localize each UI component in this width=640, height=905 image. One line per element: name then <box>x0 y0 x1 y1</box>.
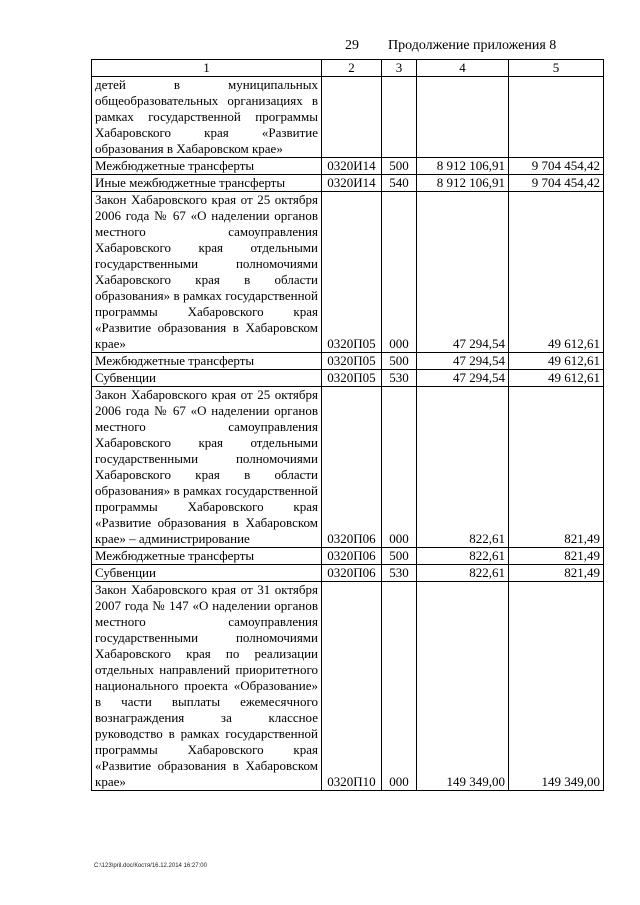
name-cell: Межбюджетные трансферты <box>92 158 322 175</box>
file-path-footer: C:\123\pril.doc/Костя/16.12.2014 16:27:00 <box>94 863 207 869</box>
amount-2014-cell: 149 349,00 <box>417 582 509 791</box>
vr-cell <box>382 77 417 158</box>
name-cell: Закон Хабаровского края от 25 октября 2006 года № 67 «О наделении органов местного самоуправления Хабаровского края отдельными государственными полномочиями Хабаровского края в области образования» в рамках государственной программы Хабаровского края «Развитие образования в Хабаровском крае» – администрирование <box>92 387 322 548</box>
budget-table <box>91 59 604 791</box>
name-cell: Субвенции <box>92 370 322 387</box>
table-row <box>92 548 604 565</box>
code-cell: 0320И14 <box>322 175 382 192</box>
amount-2015-cell: 9 704 454,42 <box>509 175 604 192</box>
amount-2015-cell: 49 612,61 <box>509 353 604 370</box>
table-header-row <box>92 60 604 77</box>
amount-2014-cell: 47 294,54 <box>417 353 509 370</box>
name-cell: Межбюджетные трансферты <box>92 353 322 370</box>
name-cell: детей в муниципальных общеобразовательных организациях в рамках государственной программы Хабаровского края «Развитие образования в Хабаровском крае» <box>92 77 322 158</box>
vr-cell: 500 <box>382 548 417 565</box>
table-row <box>92 353 604 370</box>
col-header-4: 4 <box>417 60 509 77</box>
code-cell: 0320П05 <box>322 370 382 387</box>
vr-cell: 000 <box>382 582 417 791</box>
table-row <box>92 158 604 175</box>
code-cell: 0320И14 <box>322 158 382 175</box>
amount-2015-cell: 49 612,61 <box>509 192 604 353</box>
vr-cell: 500 <box>382 353 417 370</box>
amount-2014-cell: 47 294,54 <box>417 192 509 353</box>
name-cell: Межбюджетные трансферты <box>92 548 322 565</box>
vr-cell: 530 <box>382 370 417 387</box>
amount-2014-cell: 8 912 106,91 <box>417 175 509 192</box>
code-cell: 0320П06 <box>322 565 382 582</box>
page-number: 29 <box>345 38 359 53</box>
amount-2015-cell <box>509 77 604 158</box>
name-cell: Закон Хабаровского края от 31 октября 2007 года № 147 «О наделении органов местного самоуправления государственными полномочиями Хабаровского края по реализации отдельных направлений приоритетного национального проекта «Образование» в части выплаты ежемесячного вознаграждения за классное руководство в рамках государственной программы Хабаровского края «Развитие образования в Хабаровском крае» <box>92 582 322 791</box>
code-cell: 0320П06 <box>322 548 382 565</box>
vr-cell: 000 <box>382 192 417 353</box>
table-row <box>92 192 604 353</box>
code-cell: 0320П05 <box>322 192 382 353</box>
table-row <box>92 370 604 387</box>
table-row <box>92 565 604 582</box>
code-cell <box>322 77 382 158</box>
table-row <box>92 175 604 192</box>
table-row <box>92 582 604 791</box>
amount-2014-cell: 822,61 <box>417 565 509 582</box>
amount-2014-cell: 8 912 106,91 <box>417 158 509 175</box>
vr-cell: 530 <box>382 565 417 582</box>
vr-cell: 500 <box>382 158 417 175</box>
amount-2014-cell: 822,61 <box>417 387 509 548</box>
code-cell: 0320П06 <box>322 387 382 548</box>
amount-2014-cell: 47 294,54 <box>417 370 509 387</box>
name-cell: Иные межбюджетные трансферты <box>92 175 322 192</box>
name-cell: Закон Хабаровского края от 25 октября 2006 года № 67 «О наделении органов местного самоуправления Хабаровского края отдельными государственными полномочиями Хабаровского края в области образования» в рамках государственной программы Хабаровского края «Развитие образования в Хабаровском крае» <box>92 192 322 353</box>
amount-2015-cell: 149 349,00 <box>509 582 604 791</box>
code-cell: 0320П10 <box>322 582 382 791</box>
col-header-3: 3 <box>382 60 417 77</box>
amount-2015-cell: 821,49 <box>509 548 604 565</box>
table-row <box>92 77 604 158</box>
table-row <box>92 387 604 548</box>
amount-2015-cell: 9 704 454,42 <box>509 158 604 175</box>
vr-cell: 000 <box>382 387 417 548</box>
continuation-title: Продолжение приложения 8 <box>388 38 557 53</box>
col-header-5: 5 <box>509 60 604 77</box>
col-header-2: 2 <box>322 60 382 77</box>
col-header-1: 1 <box>92 60 322 77</box>
amount-2014-cell <box>417 77 509 158</box>
amount-2015-cell: 49 612,61 <box>509 370 604 387</box>
name-cell: Субвенции <box>92 565 322 582</box>
code-cell: 0320П05 <box>322 353 382 370</box>
amount-2014-cell: 822,61 <box>417 548 509 565</box>
amount-2015-cell: 821,49 <box>509 387 604 548</box>
amount-2015-cell: 821,49 <box>509 565 604 582</box>
vr-cell: 540 <box>382 175 417 192</box>
